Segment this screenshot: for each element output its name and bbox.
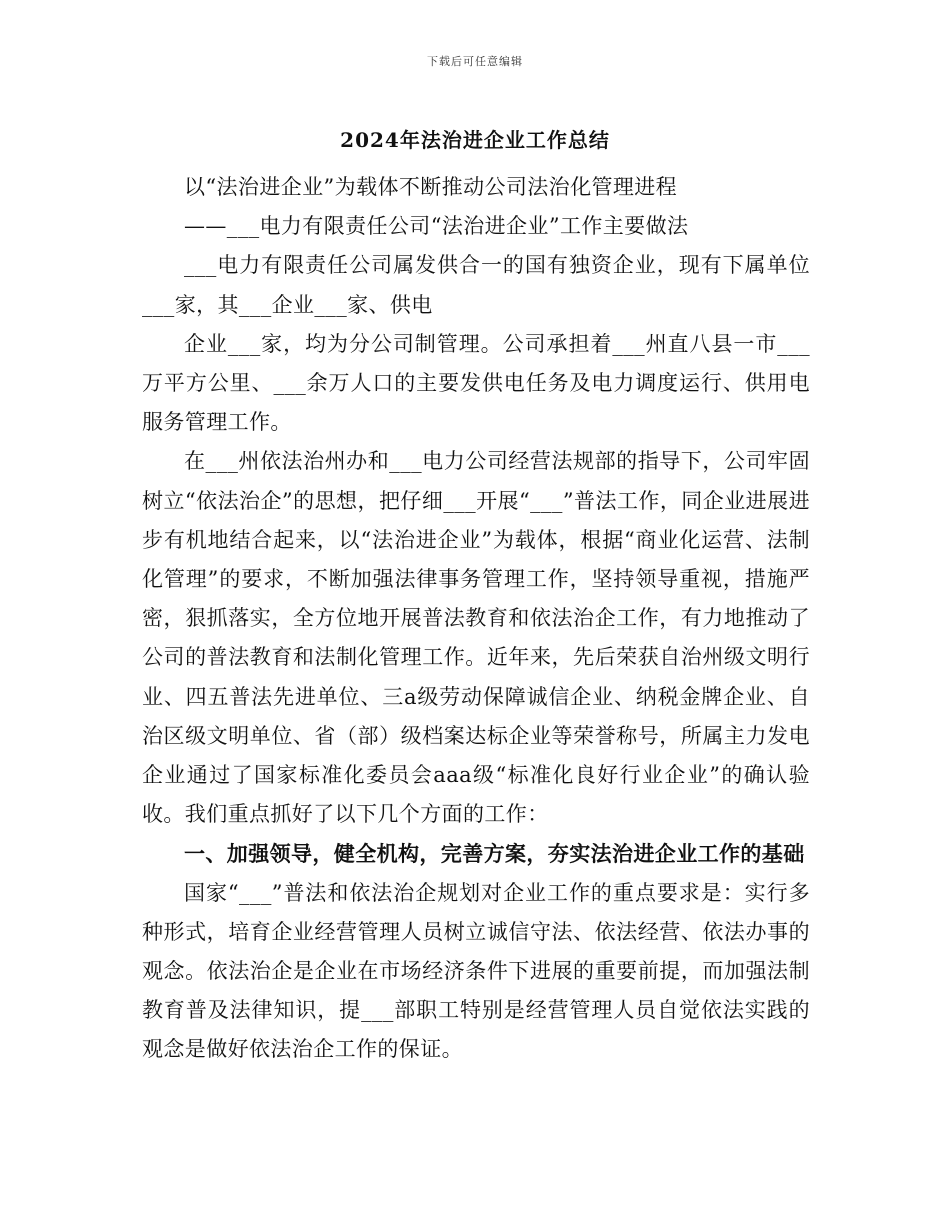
- document-title: 2024年法治进企业工作总结: [340, 128, 610, 152]
- section-heading: 一、加强领导，健全机构，完善方案，夯实法治进企业工作的基础: [184, 841, 805, 867]
- subtitle-paragraph: 以“法治进企业”为载体不断推动公司法治化管理进程: [184, 175, 678, 199]
- body-paragraph: ___电力有限责任公司属发供合一的国有独资企业，现有下属单位___家，其___企业___家、供电: [142, 253, 810, 317]
- subtitle-attribution: ——___电力有限责任公司“法治进企业”工作主要做法: [184, 214, 689, 239]
- body-paragraph: 企业___家，均为分公司制管理。公司承担着___州直八县一市___万平方公里、___余万人口的主要发供电任务及电力调度运行、供用电服务管理工作。: [142, 331, 810, 435]
- header-note: 下载后可任意编辑: [427, 55, 523, 68]
- body-paragraph: 国家“___”普法和依法治企规划对企业工作的重点要求是：实行多种形式，培育企业经营管理人员树立诚信守法、依法经营、依法办事的观念。依法治企是企业在市场经济条件下进展的重要前提，而加强法制教育普及法律知识，提___部职工特别是经营管理人员自觉依法实践的观念是做好依法治企工作的保证。: [142, 880, 810, 1062]
- body-paragraph: 在___州依法治州办和___电力公司经营法规部的指导下，公司牢固树立“依法治企”的思想，把仔细___开展“___”普法工作，同企业进展进步有机地结合起来，以“法治进企业”为载体，根据“商业化运营、法制化管理”的要求，不断加强法律事务管理工作，坚持领导重视，措施严密，狠抓落实，全方位地开展普法教育和依法治企工作，有力地推动了公司的普法教育和法制化管理工作。近年来，先后荣获自治州级文明行业、四五普法先进单位、三a级劳动保障诚信企业、纳税金牌企业、自治区级文明单位、省（部）级档案达标企业等荣誉称号，所属主力发电企业通过了国家标准化委员会aaa级“标准化良好行业企业”的确认验收。我们重点抓好了以下几个方面的工作：: [142, 449, 810, 827]
- document-body: [142, 168, 810, 1070]
